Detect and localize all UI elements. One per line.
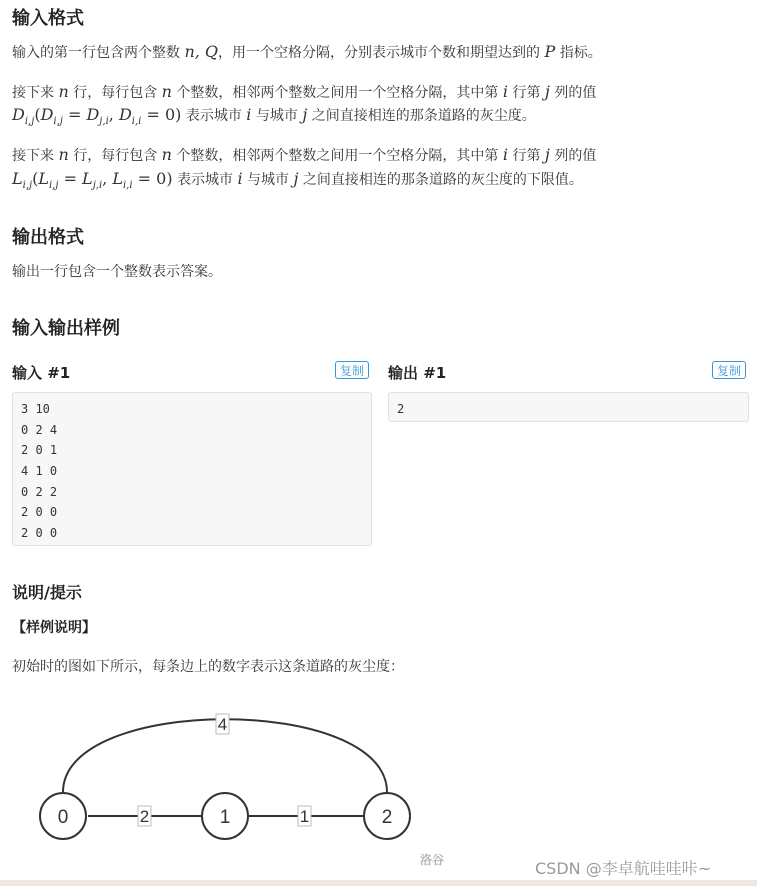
hint-text: 初始时的图如下所示，每条边上的数字表示这条道路的灰尘度：: [12, 659, 404, 675]
sample-output-label: 输出 #1: [388, 364, 447, 382]
code-line: 2: [397, 402, 405, 416]
input-format-heading: 输入格式: [12, 8, 84, 29]
sample-input-label: 输入 #1: [12, 364, 71, 382]
bottom-strip: [0, 880, 757, 886]
csdn-watermark: CSDN @李卓航哇哇咔~: [535, 859, 712, 878]
code-line: 2 0 0: [21, 505, 58, 520]
sample-input-box[interactable]: [12, 392, 372, 546]
l-formula: $L_{i,j}(L_{i,j} = L_{j,i}$, $L_{i,i} = 0$): [12, 169, 173, 192]
sample-output-box[interactable]: [388, 392, 749, 422]
code-line: 4 1 0: [21, 464, 58, 479]
d-formula: $D_{i,j}(D_{i,j} = D_{j,i}$, $D_{i,i} = 0$): [12, 105, 182, 128]
code-line: 2 0 1: [21, 443, 58, 458]
graph-node-label-0: 0: [57, 807, 69, 828]
sample-graph: [30, 705, 430, 855]
edge-label-1-2: 1: [299, 807, 310, 826]
hint-subheading: 【样例说明】: [12, 620, 96, 636]
input-l-matrix-text-line2: $L_{i,j}(L_{i,j} = L_{j,i}$, $L_{i,i} = 0$) 表示城市 i 与城市 j 之间直接相连的那条道路的灰尘度的下限值。: [12, 169, 583, 192]
graph-node-label-1: 1: [219, 807, 231, 828]
input-d-matrix-text-line2: $D_{i,j}(D_{i,j} = D_{j,i}$, $D_{i,i} = 0$) 表示城市 i 与城市 j 之间直接相连的那条道路的灰尘度。: [12, 105, 536, 128]
code-line: 0 2 2: [21, 484, 58, 499]
output-format-heading: 输出格式: [12, 227, 84, 248]
output-format-text: 输出一行包含一个整数表示答案。: [12, 264, 222, 280]
graph-node-label-2: 2: [381, 807, 393, 828]
code-line: 3 10: [21, 402, 50, 416]
input-d-matrix-text: 接下来 n 行，每行包含 n 个整数，相邻两个整数之间用一个空格分隔，其中第 i 行第 j 列的值: [12, 82, 597, 101]
edge-label-0-2: 4: [217, 715, 228, 734]
samples-heading: 输入输出样例: [12, 318, 120, 339]
luogu-watermark: 洛谷: [420, 853, 445, 867]
input-l-matrix-text: 接下来 n 行，每行包含 n 个整数，相邻两个整数之间用一个空格分隔，其中第 i 行第 j 列的值: [12, 145, 597, 164]
code-line: 2 0 0: [21, 526, 58, 541]
input-first-line-text: 输入的第一行包含两个整数 n, Q，用一个空格分隔，分别表示城市个数和期望达到的 P 指标。: [12, 42, 602, 61]
hint-heading: 说明/提示: [12, 583, 82, 602]
copy-input-button[interactable]: 复制: [335, 361, 369, 379]
code-line: 0 2 4: [21, 422, 58, 437]
copy-output-button[interactable]: 复制: [712, 361, 746, 379]
edge-label-0-1: 2: [139, 807, 150, 826]
